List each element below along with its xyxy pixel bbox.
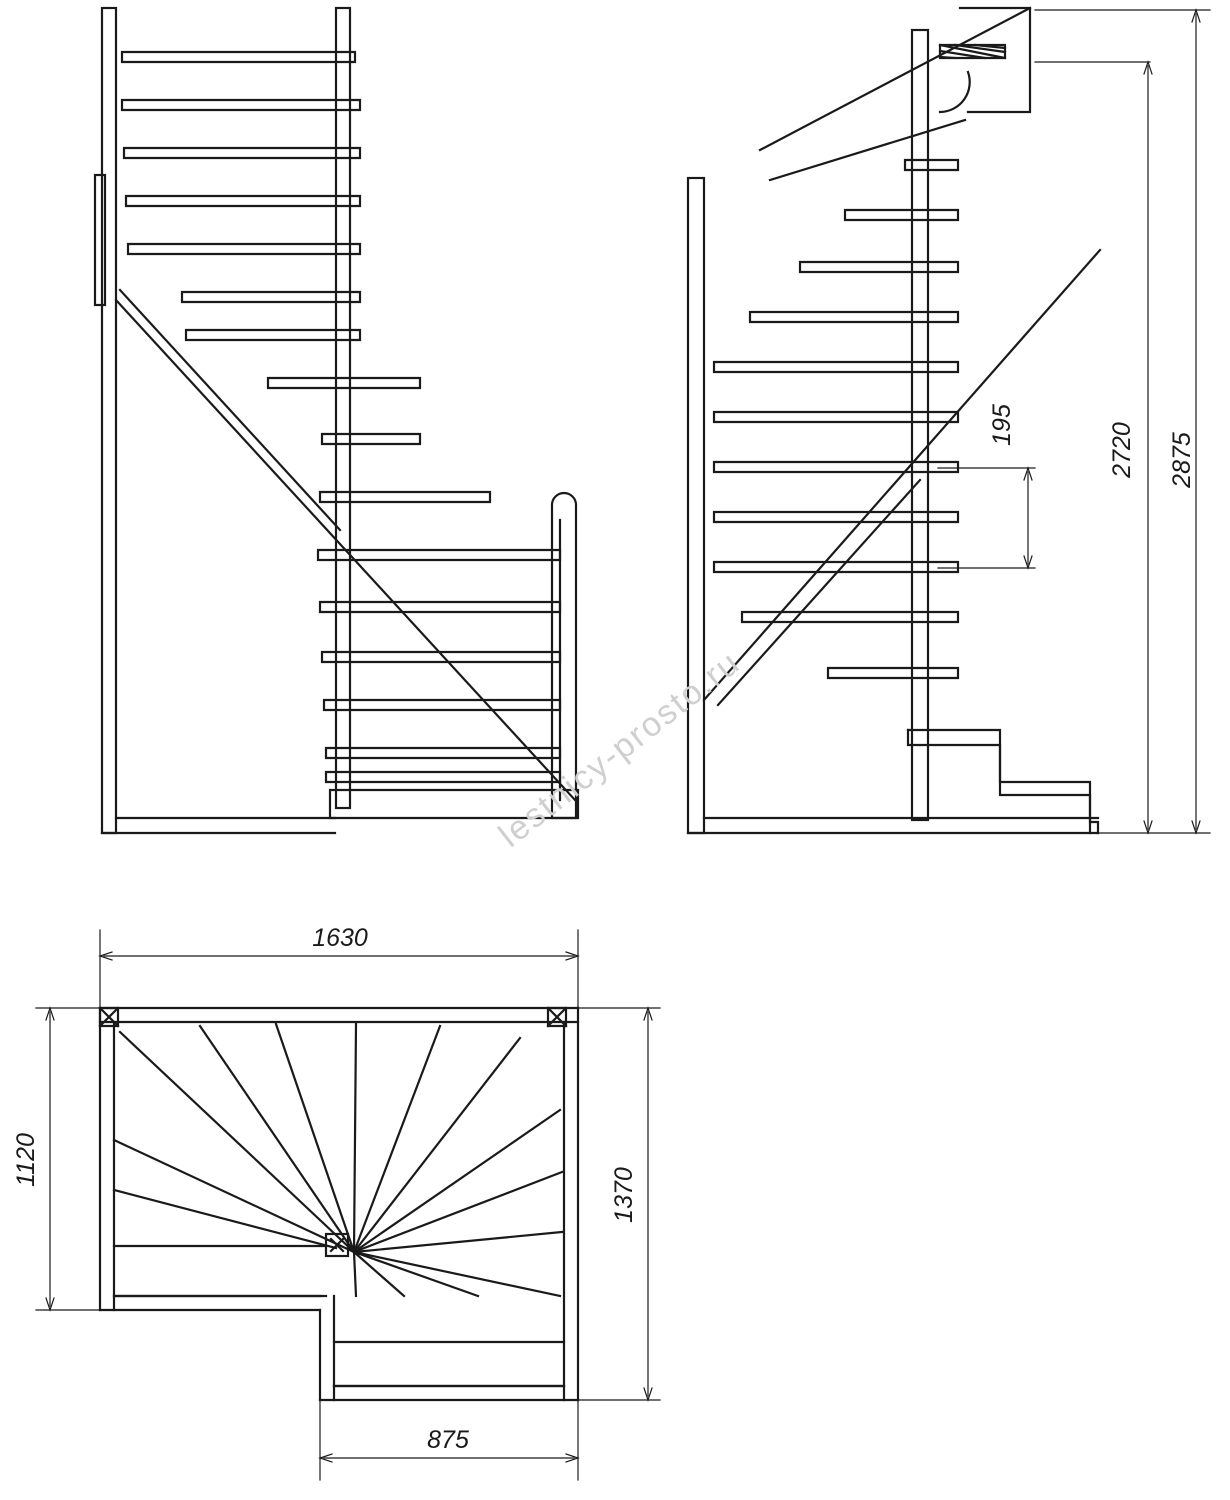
dim-overall-depth: 1120 [12, 1133, 40, 1187]
dim-lower-run-width: 875 [427, 1426, 469, 1454]
height-dimensions [938, 10, 1210, 833]
dim-total-height: 2875 [1168, 432, 1196, 488]
side-elevation-view [688, 8, 1100, 833]
dim-floor-height: 2720 [1108, 422, 1136, 478]
dim-riser-height: 195 [988, 404, 1016, 446]
plan-view [100, 1008, 578, 1400]
dim-overall-width: 1630 [312, 924, 368, 952]
front-elevation-view [95, 8, 578, 833]
dim-run-depth: 1370 [610, 1167, 638, 1223]
watermark-text: lestnicy-prosto.ru [491, 643, 748, 855]
